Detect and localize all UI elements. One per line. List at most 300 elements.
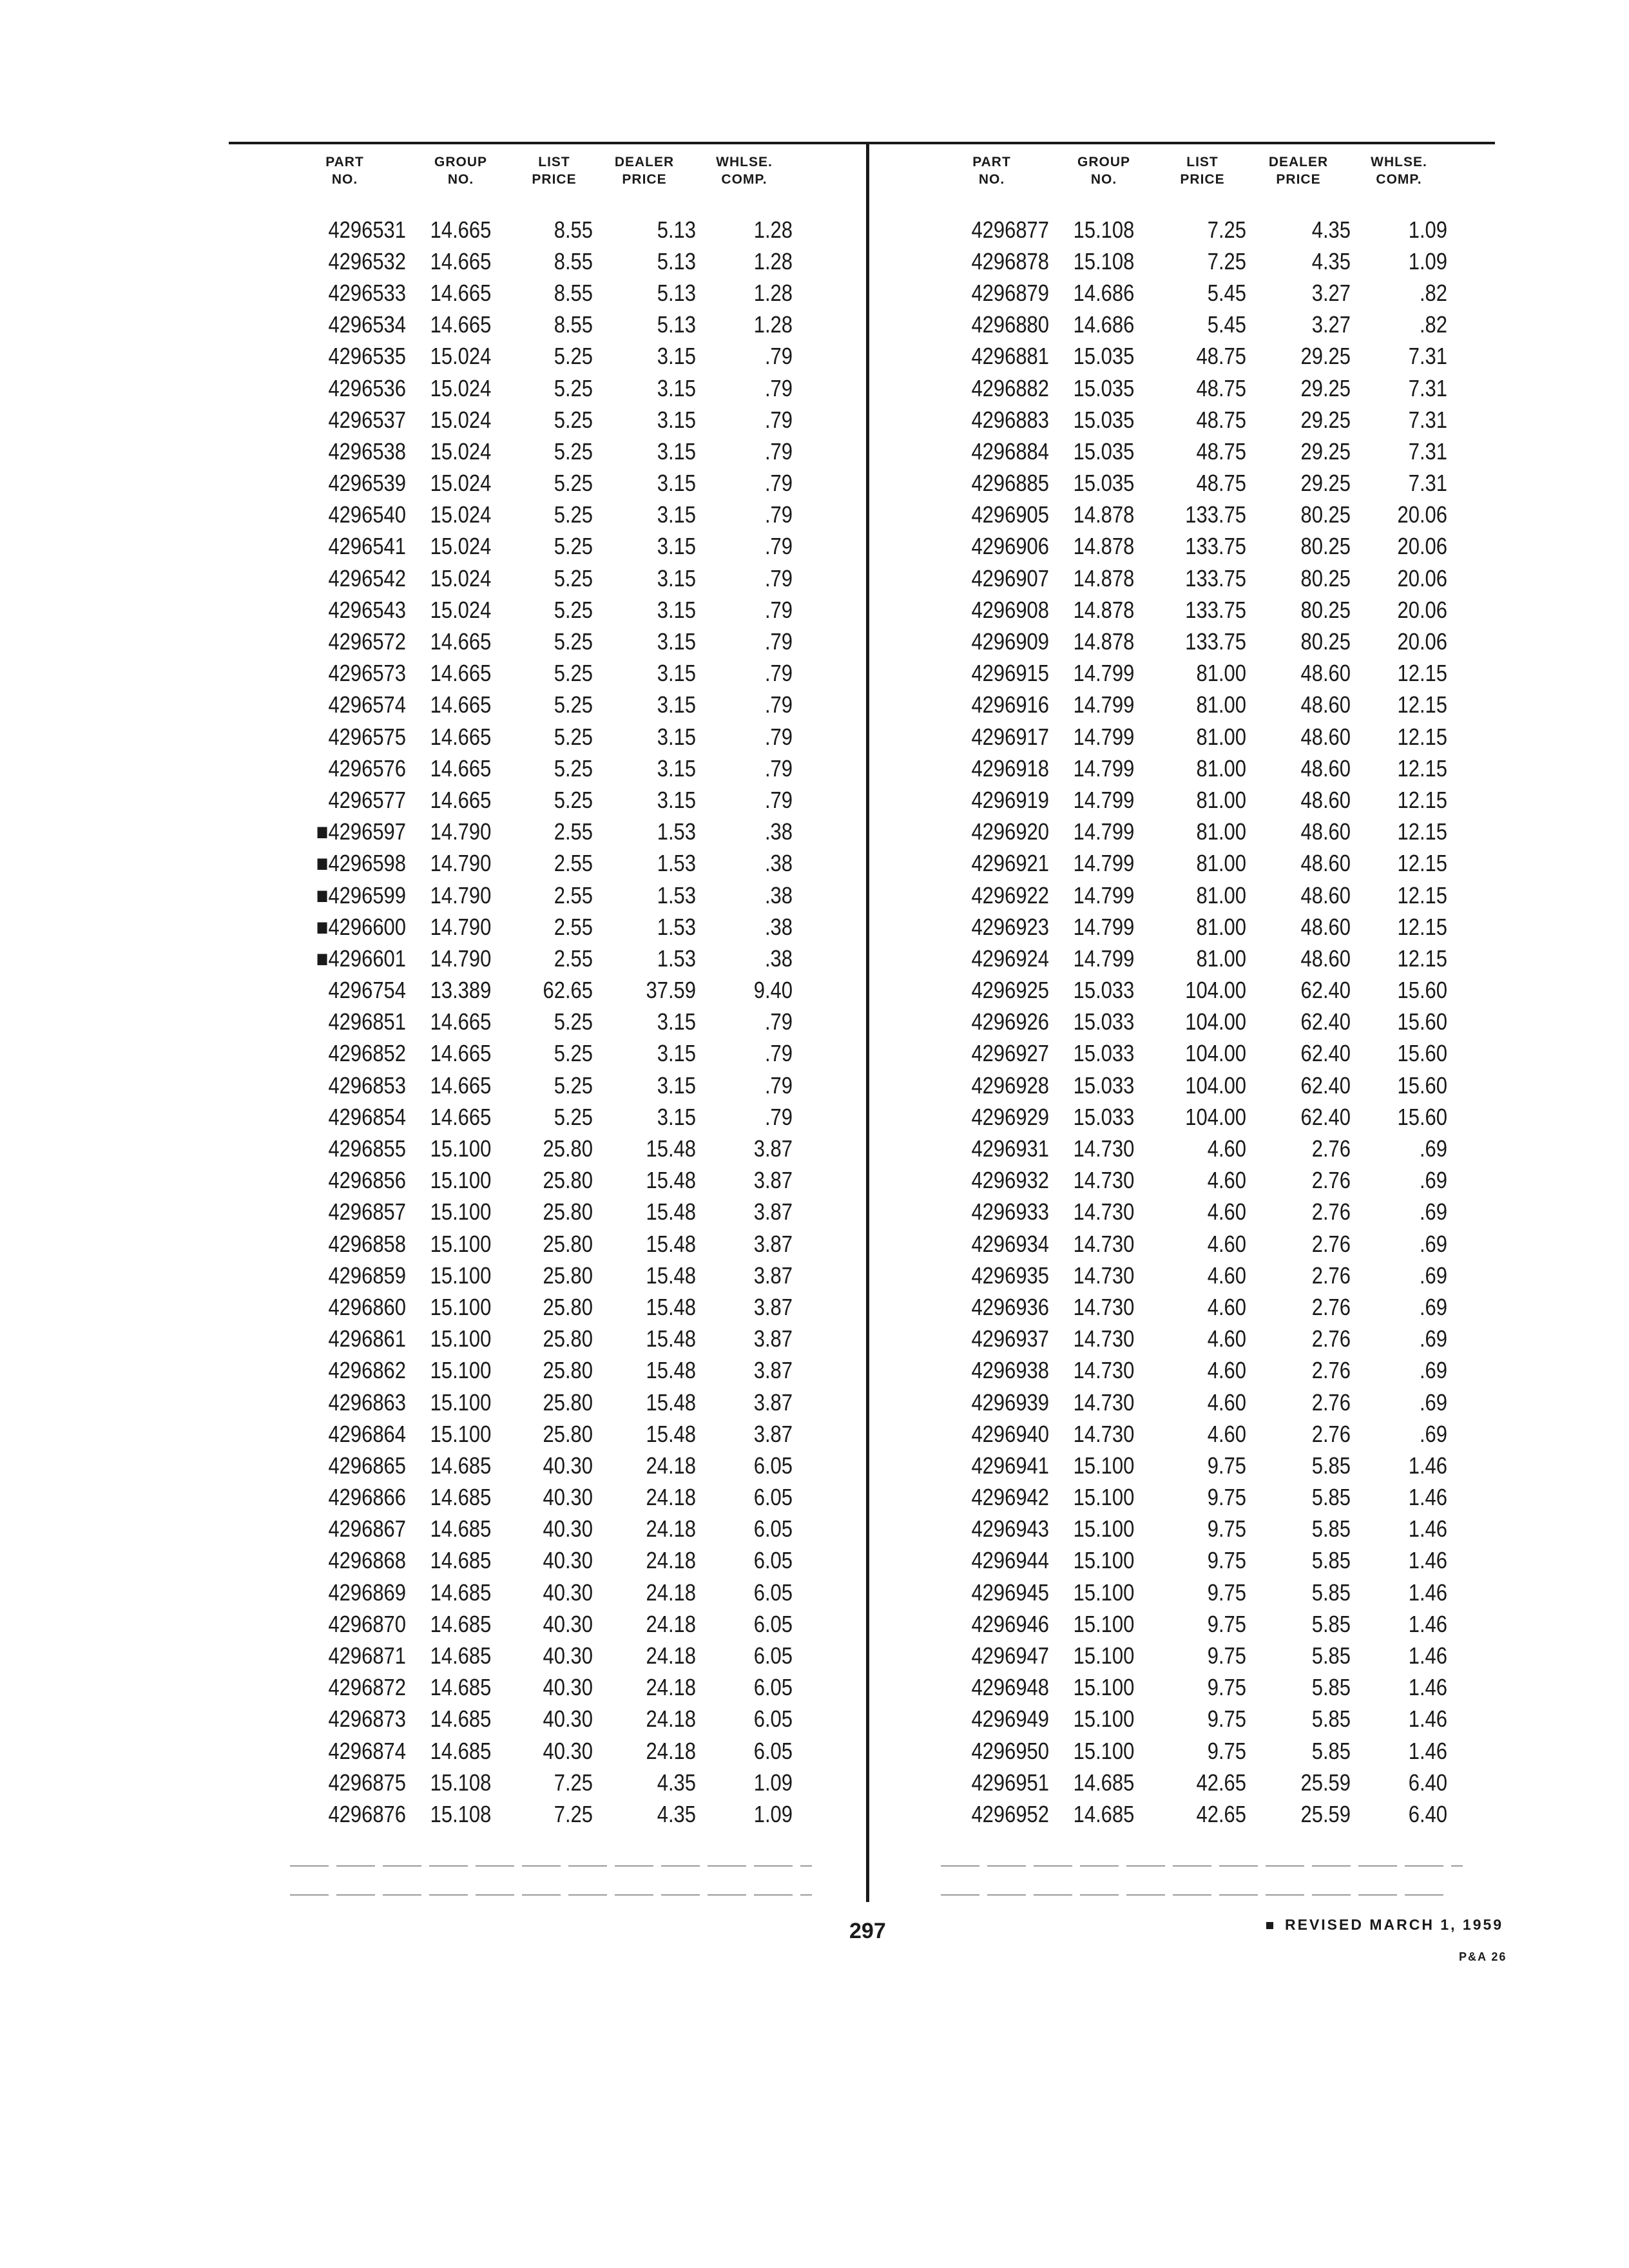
dealer-cell: 2.76	[1311, 1325, 1351, 1352]
dealer-cell: 29.25	[1300, 374, 1351, 401]
table-row	[284, 816, 793, 848]
list-cell: 8.55	[554, 216, 593, 243]
dealer-cell: 3.15	[657, 691, 696, 718]
part-cell: 4296541	[328, 533, 406, 560]
header-list-price: LIST PRICE	[532, 155, 577, 187]
list-cell: 5.25	[554, 628, 593, 655]
group-cell: 15.100	[1073, 1547, 1135, 1574]
dealer-cell: 2.76	[1311, 1230, 1351, 1257]
table-row	[284, 1228, 793, 1260]
part-cell: 4296941	[971, 1452, 1049, 1479]
group-cell: 14.665	[430, 628, 492, 655]
whlse-cell: .69	[1419, 1230, 1447, 1257]
group-cell: 15.100	[430, 1262, 492, 1289]
group-cell: 15.100	[430, 1325, 492, 1352]
faint-rule	[290, 1865, 812, 1867]
part-cell: ■4296601	[316, 945, 406, 972]
table-row	[284, 436, 793, 467]
list-cell: 42.65	[1196, 1800, 1246, 1827]
part-cell: 4296934	[971, 1230, 1049, 1257]
whlse-cell: 1.46	[1408, 1515, 1447, 1542]
whlse-cell: 12.15	[1397, 754, 1447, 782]
whlse-cell: .38	[764, 913, 793, 940]
list-cell: 7.25	[554, 1769, 593, 1796]
dealer-cell: 3.15	[657, 343, 696, 370]
whlse-cell: 7.31	[1408, 437, 1447, 465]
dealer-cell: 29.25	[1300, 343, 1351, 370]
list-cell: 5.45	[1207, 279, 1246, 306]
part-cell: 4296925	[971, 977, 1049, 1004]
whlse-cell: 12.15	[1397, 660, 1447, 687]
table-row	[934, 1798, 1447, 1830]
dealer-cell: 24.18	[646, 1579, 696, 1606]
whlse-cell: 20.06	[1397, 596, 1447, 623]
table-row	[284, 689, 793, 721]
whlse-cell: 1.09	[1408, 247, 1447, 274]
table-row	[284, 626, 793, 657]
whlse-cell: 1.46	[1408, 1452, 1447, 1479]
header-whlse-comp: WHLSE. COMP.	[716, 155, 773, 187]
part-cell: 4296943	[971, 1515, 1049, 1542]
table-row	[934, 277, 1447, 309]
part-cell: 4296923	[971, 913, 1049, 940]
list-cell: 25.80	[543, 1198, 593, 1225]
dealer-cell: 48.60	[1300, 945, 1351, 972]
dealer-cell: 3.15	[657, 437, 696, 465]
list-cell: 2.55	[554, 913, 593, 940]
list-cell: 8.55	[554, 247, 593, 274]
group-cell: 14.685	[430, 1547, 492, 1574]
list-cell: 5.25	[554, 470, 593, 497]
whlse-cell: 15.60	[1397, 1103, 1447, 1130]
list-cell: 62.65	[543, 977, 593, 1004]
table-row	[284, 1735, 793, 1767]
dealer-cell: 24.18	[646, 1610, 696, 1637]
table-row	[284, 372, 793, 404]
list-cell: 104.00	[1185, 1072, 1246, 1099]
part-cell: 4296926	[971, 1008, 1049, 1035]
part-cell: 4296856	[328, 1167, 406, 1194]
table-row	[284, 499, 793, 531]
table-row	[934, 626, 1447, 657]
group-cell: 15.033	[1073, 1008, 1135, 1035]
group-cell: 14.799	[1073, 945, 1135, 972]
whlse-cell: 12.15	[1397, 945, 1447, 972]
part-cell: 4296531	[328, 216, 406, 243]
whlse-cell: 6.05	[753, 1452, 793, 1479]
list-cell: 81.00	[1196, 818, 1246, 845]
whlse-cell: 9.40	[753, 977, 793, 1004]
group-cell: 15.100	[1073, 1452, 1135, 1479]
table-row	[284, 1101, 793, 1133]
whlse-cell: .69	[1419, 1262, 1447, 1289]
group-cell: 14.665	[430, 279, 492, 306]
list-cell: 4.60	[1207, 1357, 1246, 1384]
dealer-cell: 62.40	[1300, 1008, 1351, 1035]
list-cell: 4.60	[1207, 1135, 1246, 1162]
list-cell: 25.80	[543, 1420, 593, 1447]
part-cell: 4296866	[328, 1484, 406, 1511]
part-cell: 4296879	[971, 279, 1049, 306]
group-cell: 14.665	[430, 691, 492, 718]
whlse-cell: 20.06	[1397, 564, 1447, 591]
group-cell: 15.033	[1073, 1040, 1135, 1067]
table-row	[934, 372, 1447, 404]
list-cell: 25.80	[543, 1167, 593, 1194]
whlse-cell: .79	[764, 660, 793, 687]
table-row	[284, 562, 793, 594]
dealer-cell: 48.60	[1300, 723, 1351, 750]
list-cell: 4.60	[1207, 1293, 1246, 1320]
part-cell: 4296535	[328, 343, 406, 370]
list-cell: 5.25	[554, 564, 593, 591]
header-group-no: GROUP NO.	[434, 155, 487, 187]
group-cell: 14.665	[430, 786, 492, 813]
part-cell: 4296572	[328, 628, 406, 655]
group-cell: 14.878	[1073, 628, 1135, 655]
group-cell: 14.665	[430, 660, 492, 687]
group-cell: 14.878	[1073, 533, 1135, 560]
whlse-cell: .79	[764, 628, 793, 655]
whlse-cell: 7.31	[1408, 374, 1447, 401]
table-row	[934, 975, 1447, 1006]
group-cell: 15.100	[1073, 1484, 1135, 1511]
group-cell: 14.878	[1073, 596, 1135, 623]
group-cell: 15.100	[430, 1198, 492, 1225]
list-cell: 25.80	[543, 1325, 593, 1352]
dealer-cell: 80.25	[1300, 596, 1351, 623]
dealer-cell: 15.48	[646, 1135, 696, 1162]
dealer-cell: 48.60	[1300, 850, 1351, 877]
group-cell: 14.878	[1073, 501, 1135, 528]
group-cell: 15.100	[430, 1135, 492, 1162]
table-row	[934, 531, 1447, 562]
table-row	[284, 404, 793, 436]
part-cell: ■4296600	[316, 913, 406, 940]
dealer-cell: 2.76	[1311, 1420, 1351, 1447]
group-cell: 14.665	[430, 754, 492, 782]
part-cell: 4296947	[971, 1642, 1049, 1669]
list-cell: 2.55	[554, 818, 593, 845]
dealer-cell: 2.76	[1311, 1198, 1351, 1225]
group-cell: 15.100	[430, 1293, 492, 1320]
list-cell: 104.00	[1185, 977, 1246, 1004]
table-row	[284, 658, 793, 689]
dealer-cell: 62.40	[1300, 1103, 1351, 1130]
whlse-cell: .69	[1419, 1325, 1447, 1352]
group-cell: 14.730	[1073, 1420, 1135, 1447]
group-cell: 15.100	[1073, 1737, 1135, 1764]
part-cell: 4296859	[328, 1262, 406, 1289]
table-header	[284, 153, 793, 213]
whlse-cell: .38	[764, 818, 793, 845]
whlse-cell: .69	[1419, 1293, 1447, 1320]
group-cell: 14.685	[430, 1706, 492, 1733]
part-cell: 4296936	[971, 1293, 1049, 1320]
table-row	[934, 689, 1447, 721]
dealer-cell: 62.40	[1300, 977, 1351, 1004]
table-row	[284, 1545, 793, 1577]
dealer-cell: 4.35	[657, 1769, 696, 1796]
part-cell: 4296950	[971, 1737, 1049, 1764]
table-row	[934, 562, 1447, 594]
dealer-cell: 1.53	[657, 818, 696, 845]
group-cell: 15.024	[430, 437, 492, 465]
whlse-cell: 3.87	[753, 1420, 793, 1447]
part-cell: 4296918	[971, 754, 1049, 782]
dealer-cell: 1.53	[657, 913, 696, 940]
part-cell: 4296860	[328, 1293, 406, 1320]
part-cell: 4296872	[328, 1674, 406, 1701]
list-cell: 5.25	[554, 786, 593, 813]
whlse-cell: 6.05	[753, 1674, 793, 1701]
dealer-cell: 5.13	[657, 216, 696, 243]
whlse-cell: 1.28	[753, 216, 793, 243]
list-cell: 81.00	[1196, 913, 1246, 940]
table-row	[284, 341, 793, 372]
dealer-cell: 15.48	[646, 1420, 696, 1447]
list-cell: 133.75	[1185, 564, 1246, 591]
group-cell: 15.035	[1073, 343, 1135, 370]
group-cell: 15.024	[430, 564, 492, 591]
table-row	[284, 848, 793, 879]
dealer-cell: 29.25	[1300, 437, 1351, 465]
dealer-cell: 48.60	[1300, 786, 1351, 813]
table-header	[934, 153, 1447, 213]
group-cell: 14.799	[1073, 754, 1135, 782]
table-row	[284, 1704, 793, 1735]
table-row	[284, 1608, 793, 1640]
group-cell: 14.665	[430, 1040, 492, 1067]
whlse-cell: .79	[764, 691, 793, 718]
list-cell: 133.75	[1185, 533, 1246, 560]
table-row	[284, 975, 793, 1006]
part-cell: 4296882	[971, 374, 1049, 401]
dealer-cell: 24.18	[646, 1547, 696, 1574]
whlse-cell: 6.40	[1408, 1800, 1447, 1827]
group-cell: 14.730	[1073, 1198, 1135, 1225]
table-row	[284, 1514, 793, 1545]
group-cell: 14.685	[430, 1642, 492, 1669]
part-cell: 4296533	[328, 279, 406, 306]
whlse-cell: 7.31	[1408, 343, 1447, 370]
dealer-cell: 3.15	[657, 596, 696, 623]
table-row	[934, 1735, 1447, 1767]
dealer-cell: 3.27	[1311, 279, 1351, 306]
whlse-cell: .69	[1419, 1135, 1447, 1162]
part-cell: 4296876	[328, 1800, 406, 1827]
list-cell: 5.25	[554, 437, 593, 465]
dealer-cell: 5.13	[657, 311, 696, 338]
table-row	[934, 1291, 1447, 1323]
table-row	[284, 879, 793, 911]
table-row	[284, 1323, 793, 1355]
table-row	[934, 658, 1447, 689]
dealer-cell: 48.60	[1300, 913, 1351, 940]
whlse-cell: 3.87	[753, 1135, 793, 1162]
part-cell: 4296870	[328, 1610, 406, 1637]
group-cell: 14.665	[430, 311, 492, 338]
group-cell: 14.799	[1073, 881, 1135, 908]
part-cell: 4296949	[971, 1706, 1049, 1733]
table-row	[284, 784, 793, 816]
whlse-cell: .69	[1419, 1357, 1447, 1384]
dealer-cell: 3.15	[657, 564, 696, 591]
whlse-cell: 3.87	[753, 1198, 793, 1225]
table-row	[284, 1133, 793, 1164]
group-cell: 14.685	[430, 1610, 492, 1637]
list-cell: 7.25	[1207, 216, 1246, 243]
header-dealer-price: DEALER PRICE	[614, 155, 675, 187]
dealer-cell: 2.76	[1311, 1389, 1351, 1416]
group-cell: 15.100	[1073, 1674, 1135, 1701]
dealer-cell: 15.48	[646, 1357, 696, 1384]
list-cell: 104.00	[1185, 1103, 1246, 1130]
dealer-cell: 24.18	[646, 1706, 696, 1733]
dealer-cell: 62.40	[1300, 1072, 1351, 1099]
table-row	[284, 1260, 793, 1291]
list-cell: 4.60	[1207, 1262, 1246, 1289]
list-cell: 9.75	[1207, 1737, 1246, 1764]
table-row	[934, 1450, 1447, 1481]
table-row	[934, 879, 1447, 911]
list-cell: 5.25	[554, 754, 593, 782]
part-cell: 4296917	[971, 723, 1049, 750]
list-cell: 5.25	[554, 1072, 593, 1099]
table-row	[934, 1038, 1447, 1070]
list-cell: 48.75	[1196, 470, 1246, 497]
header-list-price: LIST PRICE	[1180, 155, 1225, 187]
dealer-cell: 80.25	[1300, 564, 1351, 591]
table-row	[934, 1418, 1447, 1450]
group-cell: 15.100	[1073, 1515, 1135, 1542]
faint-rule	[941, 1865, 1463, 1867]
whlse-cell: .79	[764, 786, 793, 813]
group-cell: 15.108	[430, 1800, 492, 1827]
part-cell: 4296880	[971, 311, 1049, 338]
table-row	[934, 1672, 1447, 1704]
table-row	[284, 1418, 793, 1450]
table-row	[284, 1070, 793, 1101]
group-cell: 14.790	[430, 818, 492, 845]
group-cell: 14.799	[1073, 786, 1135, 813]
table-row	[934, 721, 1447, 753]
group-cell: 15.108	[1073, 216, 1135, 243]
list-cell: 9.75	[1207, 1610, 1246, 1637]
part-cell: 4296537	[328, 406, 406, 433]
whlse-cell: .79	[764, 437, 793, 465]
whlse-cell: 1.09	[753, 1800, 793, 1827]
table-row	[934, 468, 1447, 499]
whlse-cell: 6.05	[753, 1484, 793, 1511]
dealer-cell: 80.25	[1300, 501, 1351, 528]
list-cell: 4.60	[1207, 1325, 1246, 1352]
part-cell: 4296928	[971, 1072, 1049, 1099]
group-cell: 14.730	[1073, 1389, 1135, 1416]
group-cell: 15.100	[430, 1230, 492, 1257]
table-row	[934, 1355, 1447, 1387]
whlse-cell: 12.15	[1397, 786, 1447, 813]
part-cell: ■4296597	[316, 818, 406, 845]
table-row	[934, 1482, 1447, 1514]
revised-marker-icon	[1266, 1922, 1273, 1929]
part-cell: 4296885	[971, 470, 1049, 497]
table-row	[934, 594, 1447, 626]
table-row	[284, 943, 793, 974]
part-cell: 4296933	[971, 1198, 1049, 1225]
group-cell: 14.730	[1073, 1357, 1135, 1384]
whlse-cell: 6.05	[753, 1579, 793, 1606]
whlse-cell: .79	[764, 596, 793, 623]
part-cell: 4296881	[971, 343, 1049, 370]
part-cell: 4296575	[328, 723, 406, 750]
dealer-cell: 5.85	[1311, 1579, 1351, 1606]
whlse-cell: 6.05	[753, 1737, 793, 1764]
dealer-cell: 5.13	[657, 247, 696, 274]
whlse-cell: 15.60	[1397, 1072, 1447, 1099]
table-row	[934, 499, 1447, 531]
dealer-cell: 3.15	[657, 1103, 696, 1130]
list-cell: 5.25	[554, 596, 593, 623]
price-table-left	[284, 153, 793, 1831]
group-cell: 15.100	[1073, 1579, 1135, 1606]
list-cell: 5.25	[554, 1040, 593, 1067]
table-row	[284, 277, 793, 309]
part-cell: 4296539	[328, 470, 406, 497]
whlse-cell: .79	[764, 754, 793, 782]
list-cell: 5.25	[554, 374, 593, 401]
whlse-cell: .82	[1419, 311, 1447, 338]
faint-rule	[941, 1894, 1450, 1896]
whlse-cell: 12.15	[1397, 723, 1447, 750]
table-row	[284, 1006, 793, 1038]
faint-rule	[290, 1894, 812, 1896]
group-cell: 15.035	[1073, 406, 1135, 433]
dealer-cell: 5.85	[1311, 1737, 1351, 1764]
part-cell: 4296884	[971, 437, 1049, 465]
whlse-cell: 12.15	[1397, 881, 1447, 908]
group-cell: 14.799	[1073, 660, 1135, 687]
table-row	[934, 1165, 1447, 1196]
part-cell: 4296534	[328, 311, 406, 338]
whlse-cell: 1.09	[753, 1769, 793, 1796]
list-cell: 4.60	[1207, 1230, 1246, 1257]
group-cell: 14.799	[1073, 691, 1135, 718]
part-cell: 4296857	[328, 1198, 406, 1225]
list-cell: 25.80	[543, 1135, 593, 1162]
list-cell: 133.75	[1185, 628, 1246, 655]
group-cell: 14.790	[430, 945, 492, 972]
part-cell: 4296907	[971, 564, 1049, 591]
table-row	[284, 1355, 793, 1387]
group-cell: 15.035	[1073, 437, 1135, 465]
dealer-cell: 15.48	[646, 1167, 696, 1194]
table-row	[934, 1577, 1447, 1608]
dealer-cell: 4.35	[1311, 216, 1351, 243]
group-cell: 15.024	[430, 501, 492, 528]
list-cell: 81.00	[1196, 881, 1246, 908]
table-row	[284, 1450, 793, 1481]
header-part-no: PART NO.	[325, 155, 364, 187]
list-cell: 8.55	[554, 279, 593, 306]
whlse-cell: 12.15	[1397, 818, 1447, 845]
group-cell: 14.790	[430, 913, 492, 940]
whlse-cell: 1.28	[753, 279, 793, 306]
group-cell: 15.100	[430, 1420, 492, 1447]
dealer-cell: 4.35	[657, 1800, 696, 1827]
table-row	[934, 245, 1447, 277]
table-body	[284, 214, 793, 1831]
